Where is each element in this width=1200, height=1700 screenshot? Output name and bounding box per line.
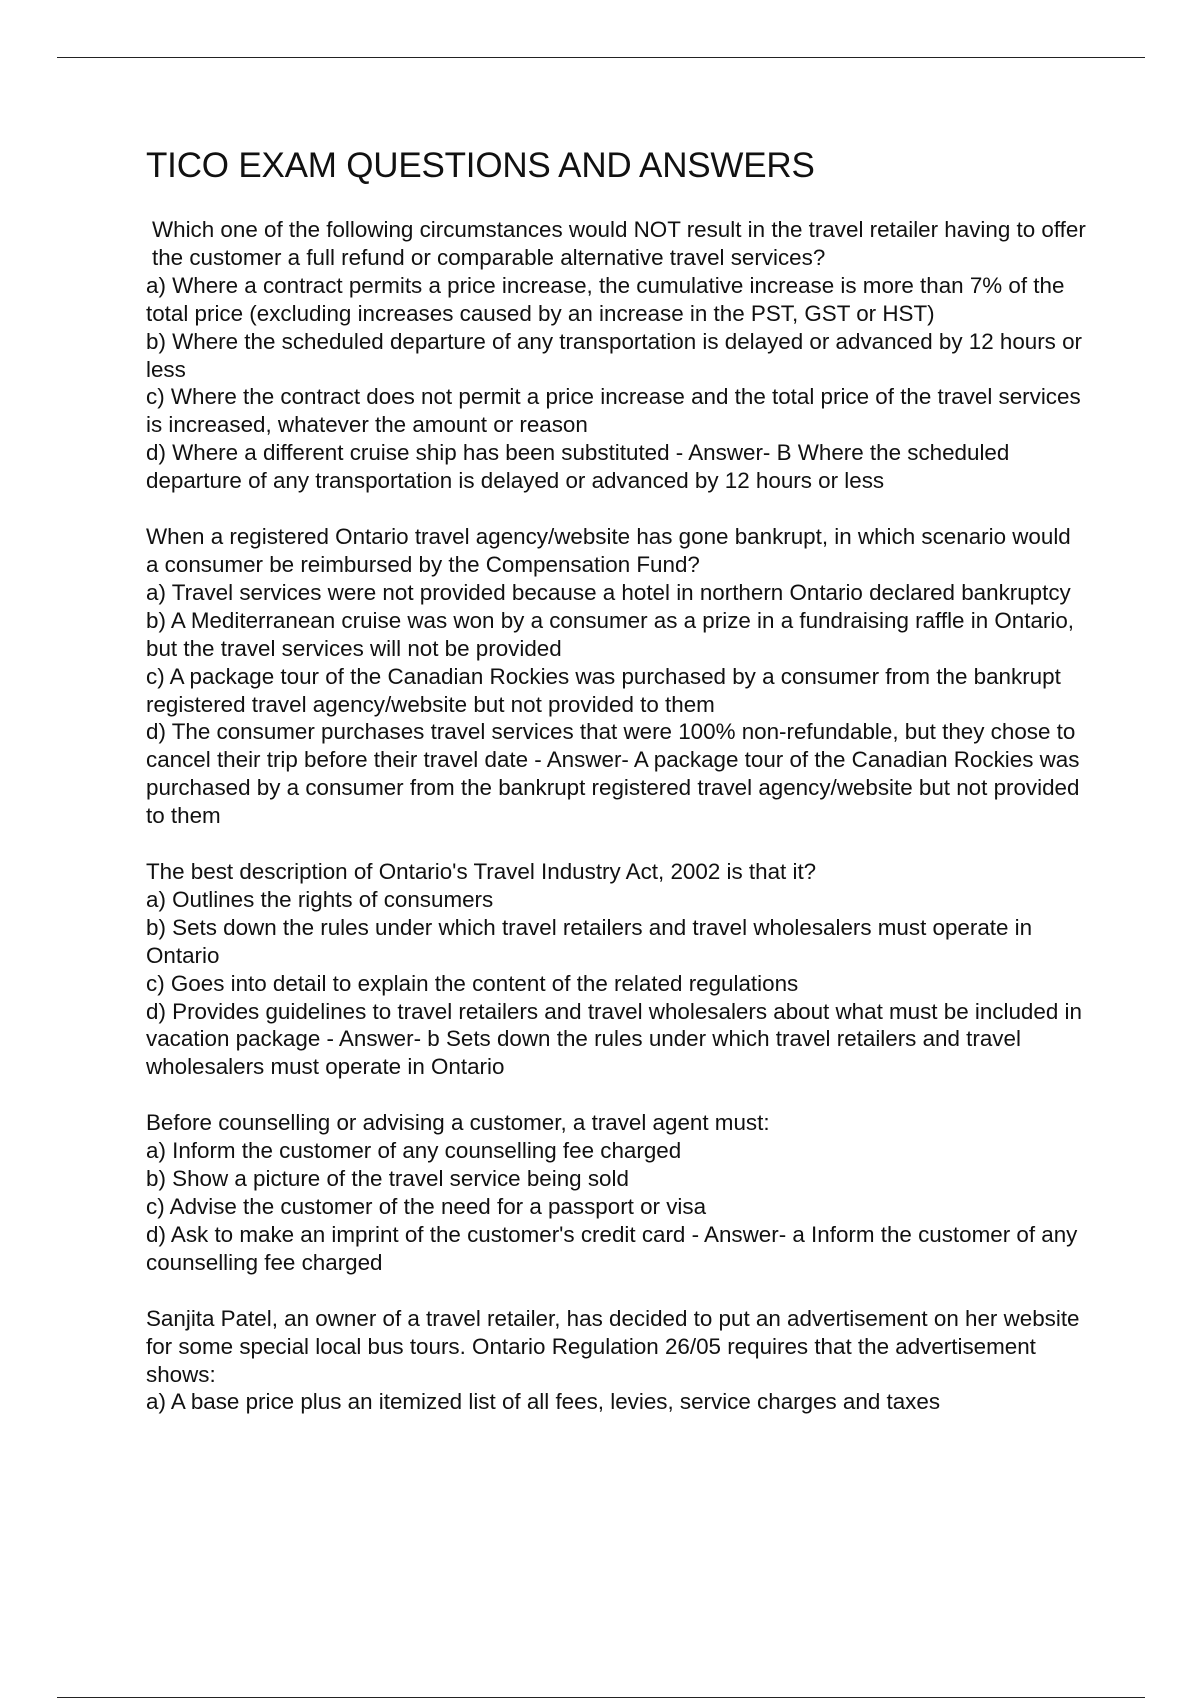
answer-option-d: d) Where a different cruise ship has been substituted - Answer- B Where the scheduled departure of any transportation is delayed or advanced by 12 hours or less [146,440,1010,494]
answer-option-d: d) Provides guidelines to travel retailers and travel wholesalers about what must be included in vacation package - Answer- b Sets down the rules under which travel retailers and travel wholesalers must operate in Ontario [146,998,1082,1080]
question-text: When a registered Ontario travel agency/website has gone bankrupt, in which scenario would a consumer be reimbursed by the Compensation Fund? [146,524,1071,577]
question-text: Which one of the following circumstances would NOT result in the travel retailer having to offer the customer a full refund or comparable alternative travel services? [152,217,1086,270]
answer-option-a: a) Where a contract permits a price increase, the cumulative increase is more than 7% of the total price (excluding increases caused by an increase in the PST, GST or HST) [146,272,1065,326]
question-block-3 [146,858,1086,1081]
question-text: The best description of Ontario's Travel Industry Act, 2002 is that it? [146,859,817,885]
answer-option-d: d) The consumer purchases travel services that were 100% non-refundable, but they chose to cancel their trip before their travel date - Answer- A package tour of the Canadian Rockies was purchased by a consumer from the bankrupt registered travel agency/website but not provided to them [146,719,1080,829]
question-block-4 [146,1109,1086,1276]
page-bottom-rule [57,1697,1145,1698]
answer-option-a: a) Outlines the rights of consumers [146,886,494,912]
answer-option-c: c) Where the contract does not permit a price increase and the total price of the travel services is increased, whatever the amount or reason [146,384,1081,438]
page-top-rule [57,57,1145,58]
question-block-2 [146,523,1086,830]
answer-option-c: c) A package tour of the Canadian Rockies was purchased by a consumer from the bankrupt registered travel agency/website but not provided to them [146,663,1061,717]
answer-option-b: b) A Mediterranean cruise was won by a consumer as a prize in a fundraising raffle in Ontario, but the travel services will not be provided [146,607,1075,661]
question-text: Before counselling or advising a customer, a travel agent must: [146,1110,770,1136]
document-title: TICO EXAM QUESTIONS AND ANSWERS [146,146,815,185]
answer-option-a: a) A base price plus an itemized list of all fees, levies, service charges and taxes [146,1389,941,1415]
question-block-1 [146,216,1086,495]
document-body [146,142,1086,1444]
answer-option-b: b) Show a picture of the travel service being sold [146,1166,629,1192]
answer-option-a: a) Travel services were not provided because a hotel in northern Ontario declared bankruptcy [146,579,1071,605]
answer-option-b: b) Where the scheduled departure of any transportation is delayed or advanced by 12 hours or less [146,328,1083,382]
answer-option-a: a) Inform the customer of any counselling fee charged [146,1138,682,1164]
answer-option-d: d) Ask to make an imprint of the customer's credit card - Answer- a Inform the customer of any counselling fee charged [146,1221,1078,1275]
answer-option-b: b) Sets down the rules under which travel retailers and travel wholesalers must operate in Ontario [146,914,1033,968]
question-text: Sanjita Patel, an owner of a travel retailer, has decided to put an advertisement on her website for some special local bus tours. Ontario Regulation 26/05 requires that the advertisement shows: [146,1305,1080,1387]
question-block-5 [146,1305,1086,1417]
answer-option-c: c) Goes into detail to explain the content of the related regulations [146,970,799,996]
answer-option-c: c) Advise the customer of the need for a passport or visa [146,1194,707,1219]
